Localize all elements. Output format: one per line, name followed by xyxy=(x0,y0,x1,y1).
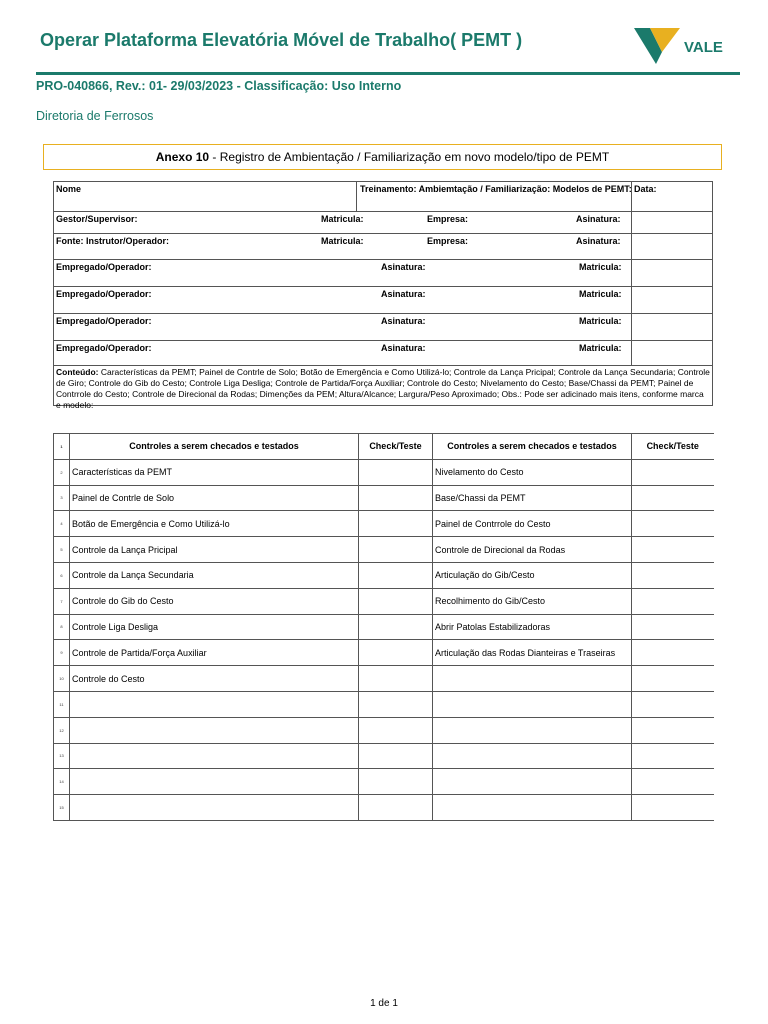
check-cell-right[interactable] xyxy=(632,717,714,743)
control-item-right xyxy=(433,717,632,743)
row-number: 4 xyxy=(54,511,70,537)
vale-logo xyxy=(632,22,732,66)
check-cell-right[interactable] xyxy=(632,743,714,769)
instructor-label: Fonte: Instrutor/Operador: xyxy=(56,236,169,246)
check-cell-right[interactable] xyxy=(632,614,714,640)
row-number: 12 xyxy=(54,717,70,743)
page-number: 1 de 1 xyxy=(370,998,398,1009)
check-cell-left[interactable] xyxy=(359,769,433,795)
control-item-right: Painel de Contrrole do Cesto xyxy=(433,511,632,537)
check-cell-right[interactable] xyxy=(632,640,714,666)
check-cell-right[interactable] xyxy=(632,795,714,821)
control-item-right: Recolhimento do Gib/Cesto xyxy=(433,588,632,614)
employee-label: Empregado/Operador: xyxy=(56,289,152,299)
control-item-left: Controle do Cesto xyxy=(70,666,359,692)
check-cell-right[interactable] xyxy=(632,691,714,717)
instructor-signature-label: Asinatura: xyxy=(576,236,621,246)
control-item-left xyxy=(70,743,359,769)
manager-signature-label: Asinatura: xyxy=(576,214,621,224)
column-header-controls: Controles a serem checados e testados xyxy=(433,434,632,460)
row-content xyxy=(54,366,712,410)
document-reference: PRO-040866, Rev.: 01- 29/03/2023 - Classificação: Uso Interno xyxy=(36,79,402,93)
annex-title xyxy=(43,144,722,170)
employee-signature-label: Asinatura: xyxy=(381,289,426,299)
control-item-right xyxy=(433,691,632,717)
checklist-row xyxy=(54,691,714,717)
logo-text: VALE xyxy=(684,39,723,56)
content-label: Conteúdo: xyxy=(56,367,99,377)
check-cell-left[interactable] xyxy=(359,562,433,588)
row-manager xyxy=(54,212,712,234)
checklist-row xyxy=(54,640,714,666)
employee-registration-label: Matricula: xyxy=(579,316,622,326)
checklist-row xyxy=(54,562,714,588)
checklist-row xyxy=(54,537,714,563)
manager-company-label: Empresa: xyxy=(427,214,469,224)
row-number: 5 xyxy=(54,537,70,563)
employee-registration-label: Matricula: xyxy=(579,262,622,272)
control-item-left: Controle Liga Desliga xyxy=(70,614,359,640)
row-employee xyxy=(54,260,712,287)
check-cell-left[interactable] xyxy=(359,614,433,640)
control-item-right: Abrir Patolas Estabilizadoras xyxy=(433,614,632,640)
row-number: 9 xyxy=(54,640,70,666)
control-item-right: Controle de Direcional da Rodas xyxy=(433,537,632,563)
row-number: 11 xyxy=(54,691,70,717)
check-cell-left[interactable] xyxy=(359,537,433,563)
control-item-right: Nivelamento do Cesto xyxy=(433,459,632,485)
checklist-row xyxy=(54,717,714,743)
row-number: 10 xyxy=(54,666,70,692)
check-cell-right[interactable] xyxy=(632,588,714,614)
check-cell-left[interactable] xyxy=(359,743,433,769)
content-text: Características da PEMT; Painel de Contrle de Solo; Botão de Emergência e Como Utilizá-lo; Controle da Lança Pricipal; Controle da Lança Secundaria; Controle de Giro; Controle do Gib do Cesto; Controle Liga Desliga; Controle de Partida/Força Auxiliar; Controle do Cesto; Nivelamento do Cesto; Base/Chassi da PEMT; Painel de Contrrole do Cesto; Controle de Direcional da Rodas; Dimenções da PEM; Altura/Alcance; Largura/Peso Aproximado; Obs.: Pode ser adicinado mais itens, conforme marca e modelo: xyxy=(56,367,710,410)
check-cell-left[interactable] xyxy=(359,717,433,743)
checklist-row xyxy=(54,511,714,537)
check-cell-left[interactable] xyxy=(359,459,433,485)
row-instructor xyxy=(54,234,712,260)
employee-label: Empregado/Operador: xyxy=(56,262,152,272)
control-item-right: Articulação do Gib/Cesto xyxy=(433,562,632,588)
training-label: Treinamento: Ambiemtação / Familiarização: Modelos de PEMT: xyxy=(360,184,632,194)
row-employee xyxy=(54,314,712,341)
annex-prefix: Anexo 10 xyxy=(155,150,210,164)
checklist-row xyxy=(54,459,714,485)
check-cell-right[interactable] xyxy=(632,769,714,795)
manager-label: Gestor/Supervisor: xyxy=(56,214,138,224)
column-header-check: Check/Teste xyxy=(632,434,714,460)
column-header-check: Check/Teste xyxy=(359,434,433,460)
control-item-left: Controle da Lança Pricipal xyxy=(70,537,359,563)
row-name xyxy=(54,182,712,212)
control-item-left: Botão de Emergência e Como Utilizá-lo xyxy=(70,511,359,537)
check-cell-right[interactable] xyxy=(632,511,714,537)
check-cell-right[interactable] xyxy=(632,562,714,588)
row-number: 13 xyxy=(54,743,70,769)
name-label: Nome xyxy=(56,184,82,194)
control-item-right xyxy=(433,769,632,795)
control-item-left: Características da PEMT xyxy=(70,459,359,485)
row-number: 6 xyxy=(54,562,70,588)
checklist-row xyxy=(54,769,714,795)
instructor-company-label: Empresa: xyxy=(427,236,469,246)
checklist-row xyxy=(54,666,714,692)
row-number: 2 xyxy=(54,459,70,485)
employee-signature-label: Asinatura: xyxy=(381,262,426,272)
control-item-right: Base/Chassi da PEMT xyxy=(433,485,632,511)
manager-registration-label: Matricula: xyxy=(321,214,364,224)
employee-registration-label: Matricula: xyxy=(579,289,622,299)
checklist-row xyxy=(54,614,714,640)
control-item-left: Controle da Lança Secundaria xyxy=(70,562,359,588)
annex-description: - Registro de Ambientação / Familiarização em novo modelo/tipo de PEMT xyxy=(209,150,610,164)
check-cell-left[interactable] xyxy=(359,588,433,614)
row-number: 1 xyxy=(54,434,70,460)
control-item-left: Painel de Contrle de Solo xyxy=(70,485,359,511)
identification-form xyxy=(53,181,713,410)
employee-label: Empregado/Operador: xyxy=(56,316,152,326)
checklist-row xyxy=(54,743,714,769)
row-number: 3 xyxy=(54,485,70,511)
control-item-left xyxy=(70,795,359,821)
check-cell-left[interactable] xyxy=(359,511,433,537)
employee-label: Empregado/Operador: xyxy=(56,343,152,353)
checklist-header-row xyxy=(54,434,714,460)
control-item-left xyxy=(70,691,359,717)
check-cell-right[interactable] xyxy=(632,666,714,692)
check-cell-right[interactable] xyxy=(632,537,714,563)
row-number: 8 xyxy=(54,614,70,640)
check-cell-right[interactable] xyxy=(632,485,714,511)
directorate: Diretoria de Ferrosos xyxy=(36,109,154,123)
header-rule xyxy=(36,72,740,75)
control-item-right xyxy=(433,743,632,769)
checklist-row xyxy=(54,485,714,511)
check-cell-left[interactable] xyxy=(359,640,433,666)
checklist-row xyxy=(54,588,714,614)
checklist-table xyxy=(53,433,714,821)
control-item-left xyxy=(70,717,359,743)
employee-registration-label: Matricula: xyxy=(579,343,622,353)
employee-signature-label: Asinatura: xyxy=(381,316,426,326)
control-item-right xyxy=(433,666,632,692)
row-employee xyxy=(54,341,712,366)
row-number: 15 xyxy=(54,795,70,821)
control-item-left: Controle de Partida/Força Auxiliar xyxy=(70,640,359,666)
check-cell-left[interactable] xyxy=(359,691,433,717)
row-number: 7 xyxy=(54,588,70,614)
check-cell-left[interactable] xyxy=(359,666,433,692)
check-cell-left[interactable] xyxy=(359,795,433,821)
checklist-row xyxy=(54,795,714,821)
page-title: Operar Plataforma Elevatória Móvel de Trabalho( PEMT ) xyxy=(40,30,523,50)
control-item-left: Controle do Gib do Cesto xyxy=(70,588,359,614)
column-header-controls: Controles a serem checados e testados xyxy=(70,434,359,460)
row-number: 14 xyxy=(54,769,70,795)
date-label: Data: xyxy=(634,184,657,194)
check-cell-right[interactable] xyxy=(632,459,714,485)
control-item-right xyxy=(433,795,632,821)
control-item-left xyxy=(70,769,359,795)
control-item-right: Articulação das Rodas Dianteiras e Traseiras xyxy=(433,640,632,666)
check-cell-left[interactable] xyxy=(359,485,433,511)
row-employee xyxy=(54,287,712,314)
employee-signature-label: Asinatura: xyxy=(381,343,426,353)
instructor-registration-label: Matricula: xyxy=(321,236,364,246)
